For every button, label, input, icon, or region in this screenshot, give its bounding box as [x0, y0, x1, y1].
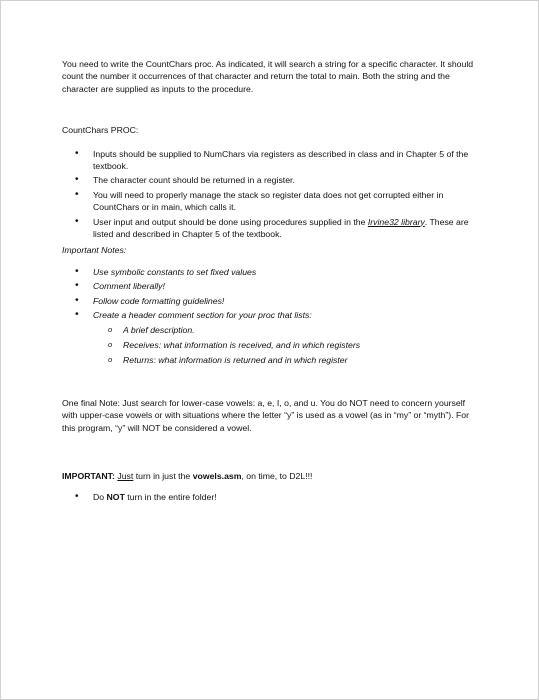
list-item-text: Do: [93, 492, 107, 503]
list-item: [62, 216, 482, 241]
final-list: [62, 491, 482, 503]
list-item-text: . These are listed and described in Chapter 5 of the textbook.: [93, 216, 469, 240]
list-item-text: User input and output should be done using procedures supplied in the: [93, 216, 368, 227]
list-item-text: Create a header comment section for your proc that lists:: [93, 310, 312, 321]
not-text: NOT: [106, 492, 125, 503]
intro-paragraph: You need to write the CountChars proc. As indicated, it will search a string for a specific character. It should count the number it occurrences of that character and return the total to main. Both the string and the character are supplied as inputs to the procedure.: [62, 59, 474, 94]
list-item: • Follow code formatting guidelines!: [62, 295, 482, 307]
sub-list-item: o Receives: what information is received, and in which registers: [93, 339, 482, 351]
list-item: [62, 309, 482, 367]
important-text: turn in just the: [133, 470, 193, 481]
sub-list-item: o Returns: what information is returned and in which register: [93, 354, 482, 366]
filename-text: vowels.asm: [192, 470, 242, 481]
header-comment-sublist: [93, 324, 482, 367]
list-item: • You will need to properly manage the stack so register data does not get corrupted either in CountChars or in main, which calls it.: [62, 189, 482, 214]
list-item-text: turn in the entire folder!: [124, 492, 217, 503]
list-item: [62, 491, 482, 503]
requirements-list: [62, 148, 482, 241]
sub-list-item: o A brief description.: [93, 324, 482, 336]
irvine32-library-link[interactable]: Irvine32 library: [367, 216, 425, 227]
final-note-paragraph: One final Note: Just search for lower-case vowels: a, e, I, o, and u. You do NOT need to concern yourself with upper-case vowels or with situations where the letter “y” is used as a vowel (as in “my” or “myth”). For this program, “y” will NOT be considered a vowel.: [62, 397, 469, 433]
list-item: • Use symbolic constants to set fixed values: [62, 266, 482, 278]
just-text: Just: [117, 470, 134, 481]
list-item: • Inputs should be supplied to NumChars via registers as described in class and in Chapter 5 of the textbook.: [62, 148, 482, 173]
important-line: [62, 470, 482, 482]
list-item: • Comment liberally!: [62, 280, 482, 292]
document-body: [62, 58, 482, 504]
notes-list: [62, 266, 482, 367]
list-item: • The character count should be returned in a register.: [62, 174, 482, 186]
notes-heading: Important Notes:: [62, 245, 127, 256]
important-label: IMPORTANT:: [62, 470, 115, 481]
proc-label: CountChars PROC:: [62, 125, 139, 136]
important-text: , on time, to D2L!!!: [241, 470, 313, 481]
